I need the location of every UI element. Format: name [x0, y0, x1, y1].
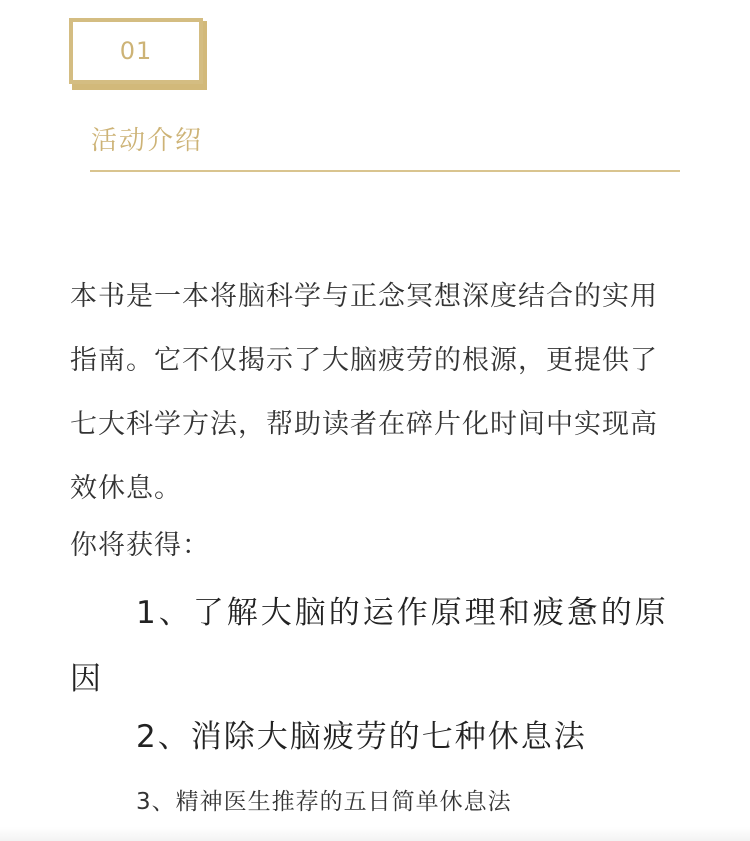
benefit-item-2: 2、消除大脑疲劳的七种休息法: [136, 719, 587, 755]
section-number-badge: [69, 18, 209, 90]
section-title: 活动介绍: [91, 126, 204, 156]
benefit-item-3: 3、精神医生推荐的五日简单休息法: [136, 789, 512, 815]
section-title-divider: [90, 170, 680, 172]
gain-label: 你将获得：: [70, 530, 210, 561]
benefit-item-1: 1、了解大脑的运作原理和疲惫的原因: [70, 595, 669, 697]
intro-paragraph: 本书是一本将脑科学与正念冥想深度结合的实用指南。它不仅揭示了大脑疲劳的根源，更提供了七大科学方法，帮助读者在碎片化时间中实现高效休息。: [70, 281, 658, 504]
badge-shadow-bottom: [72, 84, 207, 90]
section-number: 01: [69, 18, 203, 84]
bottom-fade: [0, 827, 750, 841]
